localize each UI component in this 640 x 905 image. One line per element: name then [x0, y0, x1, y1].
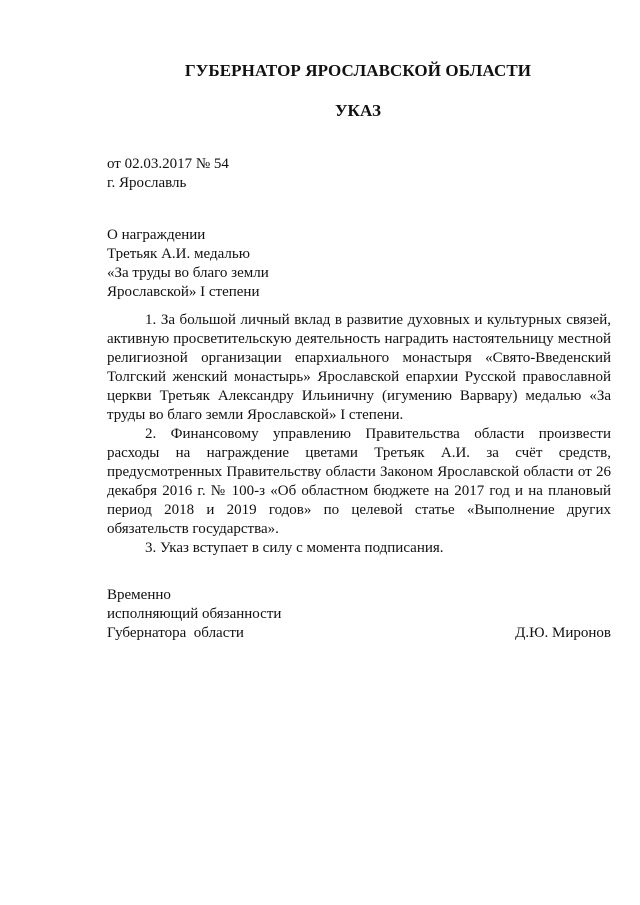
document-date-number: от 02.03.2017 № 54 [107, 156, 229, 172]
subject-line: Третьяк А.И. медалью [107, 246, 250, 262]
document-type-heading: УКАЗ [334, 101, 382, 120]
signatory-title-line: исполняющий обязанности [107, 606, 282, 622]
document-body [107, 311, 611, 558]
subject-line: «За труды во благо земли [107, 265, 269, 281]
signatory-name: Д.Ю. Миронов [515, 625, 611, 641]
paragraph-1: 1. За большой личный вклад в развитие духовных и культурных связей, активную просветительскую деятельность наградить настоятельницу местной религиозной организации епархиального монастыря «Свято-Введенский Толгский женский монастырь» Ярославской епархии Русской православной церкви Третьяк Александру Ильиничну (игумению Варвару) медалью «За труды во благо земли Ярославской» I степени. [107, 312, 611, 423]
subject-line: Ярославской» I степени [107, 284, 260, 300]
document-city: г. Ярославль [107, 175, 187, 191]
paragraph-3: 3. Указ вступает в силу с момента подписания. [145, 540, 444, 556]
issuing-authority-heading: ГУБЕРНАТОР ЯРОСЛАВСКОЙ ОБЛАСТИ [184, 61, 532, 80]
paragraph-2: 2. Финансовому управлению Правительства области произвести расходы на награждение цветами Третьяк А.И. за счёт средств, предусмотренных Правительству области Законом Ярославской области от 26 декабря 2016 г. № 100-з «Об областном бюджете на 2017 год и на плановый период 2018 и 2019 годов» по целевой статье «Выполнение других обязательств государства». [107, 426, 611, 537]
signatory-title-line: Временно [107, 587, 171, 603]
subject-line: О награждении [107, 227, 206, 243]
signatory-title-line: Губернатора области [107, 625, 244, 641]
